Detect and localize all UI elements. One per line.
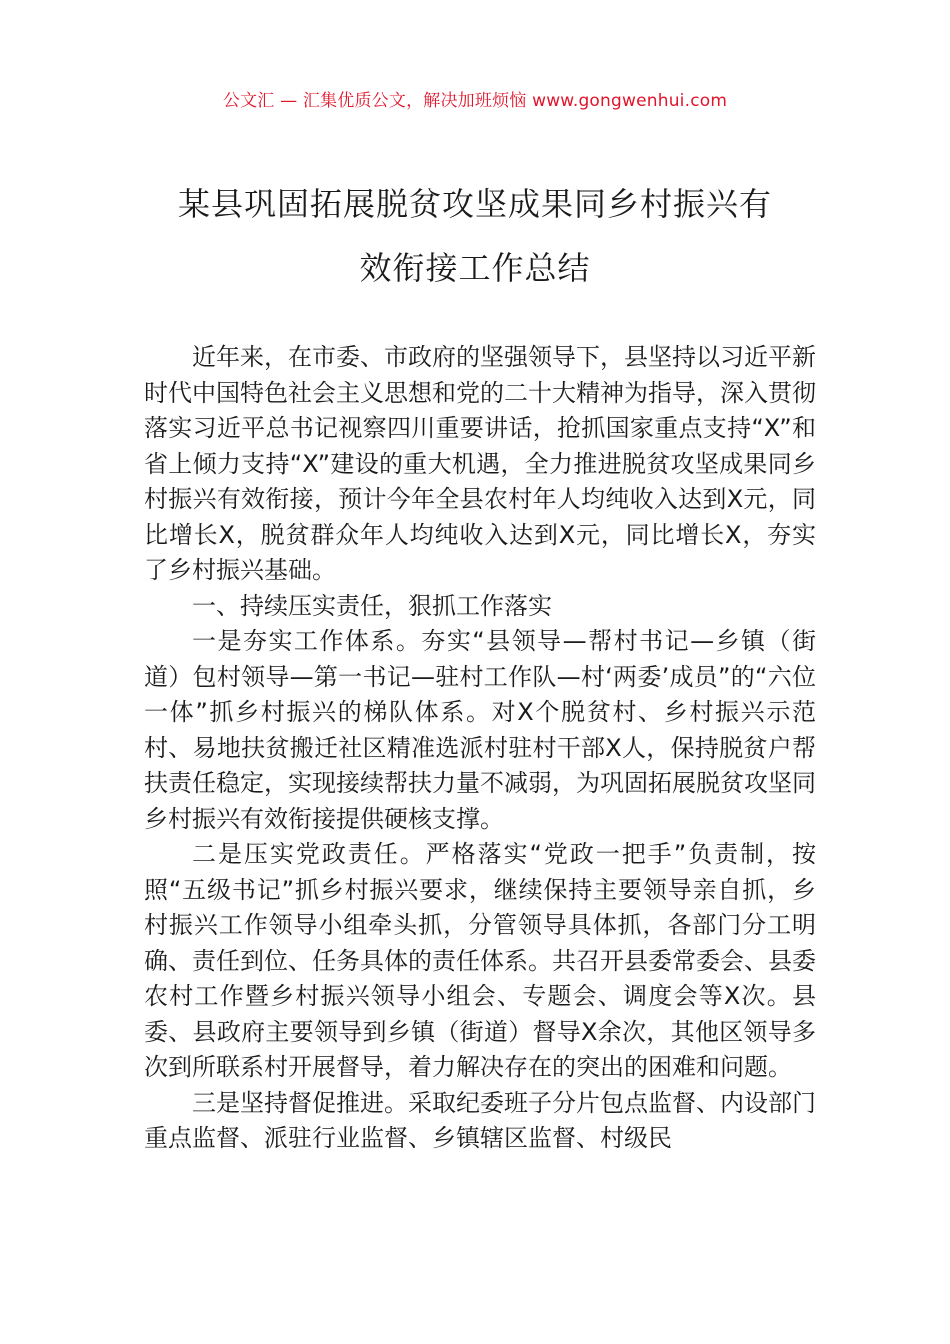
header-banner: 公文汇 — 汇集优质公文，解决加班烦恼 www.gongwenhui.com: [222, 91, 728, 111]
intro-paragraph: 近年来，在市委、市政府的坚强领导下，县坚持以习近平新时代中国特色社会主义思想和党的二十大精神为指导，深入贯彻落实习近平总书记视察四川重要讲话，抢抓国家重点支持“X”和省上倾力支持“X”建设的重大机遇，全力推进脱贫攻坚成果同乡村振兴有效衔接，预计今年全县农村年人均纯收入达到X元，同比增长X，脱贫群众年人均纯收入达到X元，同比增长X，夯实了乡村振兴基础。: [144, 343, 816, 584]
document-title: [140, 172, 810, 300]
paragraph-party-responsibility: 二是压实党政责任。严格落实“党政一把手”负责制，按照“五级书记”抓乡村振兴要求，继续保持主要领导亲自抓，乡村振兴工作领导小组牵头抓，分管领导具体抓，各部门分工明确、责任到位、任务具体的责任体系。共召开县委常委会、县委农村工作暨乡村振兴领导小组会、专题会、调度会等X次。县委、县政府主要领导到乡镇（街道）督导X余次，其他区领导多次到所联系村开展督导，着力解决存在的突出的困难和问题。: [144, 840, 816, 1081]
title-line-2: 效衔接工作总结: [359, 249, 591, 287]
title-line-1: 某县巩固拓展脱贫攻坚成果同乡村振兴有: [177, 185, 772, 223]
document-body: [144, 340, 816, 1157]
paragraph-work-system: 一是夯实工作体系。夯实“县领导—帮村书记—乡镇（街道）包村领导—第一书记—驻村工作队—村‘两委’成员”的“六位一体”抓乡村振兴的梯队体系。对X个脱贫村、乡村振兴示范村、易地扶贫搬迁社区精准选派村驻村干部X人，保持脱贫户帮扶责任稳定，实现接续帮扶力量不减弱，为巩固拓展脱贫攻坚同乡村振兴有效衔接提供硬核支撑。: [144, 627, 816, 833]
paragraph-supervision: 三是坚持督促推进。采取纪委班子分片包点监督、内设部门重点监督、派驻行业监督、乡镇辖区监督、村级民: [144, 1088, 816, 1152]
section-heading-1: 一、持续压实责任，狠抓工作落实: [192, 591, 552, 620]
